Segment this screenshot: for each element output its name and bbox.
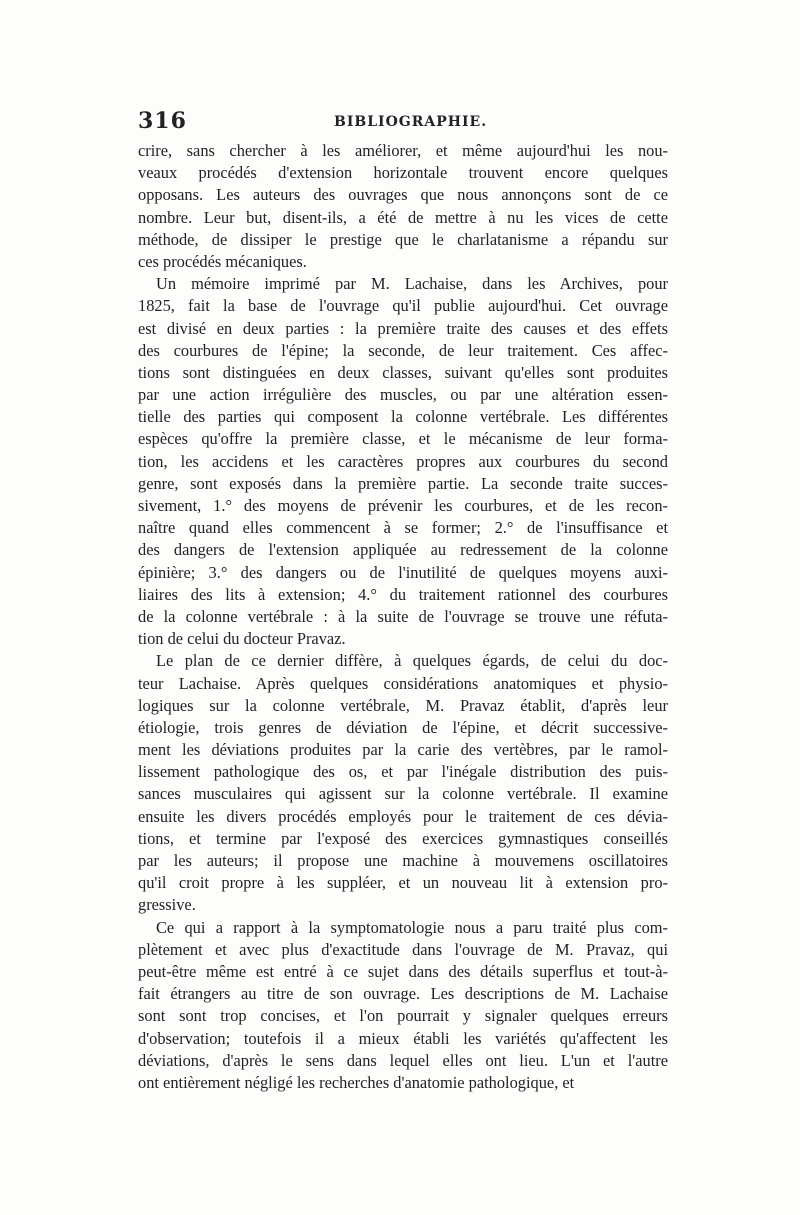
text-line: Un mémoire imprimé par M. Lachaise, dans les Archives, pour bbox=[156, 274, 668, 294]
text-line: sivement, 1.° des moyens de prévenir les courbures, et de les recon- bbox=[138, 496, 668, 515]
text-line: des dangers de l'extension appliquée au redressement de la colonne bbox=[138, 540, 668, 560]
text-line: plètement et avec plus d'exactitude dans l'ouvrage de M. Pravaz, qui bbox=[138, 939, 668, 959]
text-line: tion, les accidens et les caractères propres aux courbures du second bbox=[138, 451, 668, 471]
text-line: crire, sans chercher à les améliorer, et même aujourd'hui les nou- bbox=[138, 141, 668, 160]
text-line: peut-être même est entré à ce sujet dans des détails superflus et tout-à- bbox=[138, 961, 668, 981]
text-line: Le plan de ce dernier diffère, à quelques égards, de celui du doc- bbox=[156, 651, 668, 671]
text-line: 1825, fait la base de l'ouvrage qu'il publie aujourd'hui. Cet ouvrage bbox=[138, 296, 668, 316]
text-line: logiques sur la colonne vertébrale, M. Pravaz établit, d'après leur bbox=[138, 695, 668, 715]
text-line: par les auteurs; il propose une machine à mouvemens oscillatoires bbox=[138, 851, 668, 870]
text-line: étiologie, trois genres de déviation de l'épine, et décrit successive- bbox=[138, 717, 668, 737]
text-line: Ce qui a rapport à la symptomatologie nous a paru traité plus com- bbox=[156, 917, 668, 937]
text-line: genre, sont exposés dans la première partie. La seconde traite succes- bbox=[138, 473, 668, 493]
running-head: BIBLIOGRAPHIE. bbox=[334, 114, 488, 130]
text-line: tielle des parties qui composent la colonne vertébrale. Les différentes bbox=[138, 407, 668, 427]
text-line: fait étrangers au titre de son ouvrage. Les descriptions de M. Lachaise bbox=[138, 984, 668, 1004]
text-line: opposans. Les auteurs des ouvrages que nous annonçons sont de ce bbox=[138, 185, 668, 205]
text-line: tion de celui du docteur Pravaz. bbox=[138, 629, 346, 649]
page-header bbox=[138, 108, 668, 136]
text-line: naître quand elles commencent à se former; 2.° de l'insuffisance et bbox=[138, 518, 668, 538]
text-line: ment les déviations produites par la carie des vertèbres, par le ramol- bbox=[138, 740, 668, 760]
text-line: ont entièrement négligé les recherches d'anatomie pathologique, et bbox=[138, 1072, 575, 1092]
text-line: de la colonne vertébrale : à la suite de l'ouvrage se trouve une réfuta- bbox=[138, 606, 668, 626]
page-number: 316 bbox=[138, 108, 187, 134]
text-line: par une action irrégulière des muscles, ou par une altération essen- bbox=[138, 385, 668, 405]
text-line: d'observation; toutefois il a mieux établi les variétés qu'affectent les bbox=[138, 1028, 668, 1048]
text-line: sances musculaires qui agissent sur la colonne vertébrale. Il examine bbox=[138, 784, 668, 804]
text-line: gressive. bbox=[138, 895, 196, 915]
paragraph bbox=[138, 650, 668, 916]
text-line: espèces qu'offre la première classe, et le mécanisme de leur forma- bbox=[138, 429, 668, 449]
text-line: ensuite les divers procédés employés pour le traitement de ces dévia- bbox=[138, 806, 668, 826]
text-line: ces procédés mécaniques. bbox=[138, 251, 307, 271]
text-line: lissement pathologique des os, et par l'inégale distribution des puis- bbox=[138, 762, 668, 782]
paragraph bbox=[138, 917, 668, 1095]
text-line: teur Lachaise. Après quelques considérations anatomiques et physio- bbox=[138, 673, 668, 693]
text-line: veaux procédés d'extension horizontale trouvent encore quelques bbox=[138, 163, 668, 183]
text-line: déviations, d'après le sens dans lequel elles ont lieu. L'un et l'autre bbox=[138, 1050, 668, 1070]
text-line: des courbures de l'épine; la seconde, de leur traitement. Ces affec- bbox=[138, 340, 668, 360]
text-line: tions sont distinguées en deux classes, suivant qu'elles sont produites bbox=[138, 362, 668, 382]
body-text bbox=[138, 140, 668, 1094]
text-line: tions, et termine par l'exposé des exercices gymnastiques conseillés bbox=[138, 828, 668, 848]
paragraph bbox=[138, 140, 668, 273]
text-line: est divisé en deux parties : la première traite des causes et des effets bbox=[138, 318, 668, 338]
text-line: liaires des lits à extension; 4.° du traitement rationnel des courbures bbox=[138, 584, 668, 604]
paragraph bbox=[138, 273, 668, 650]
text-line: méthode, de dissiper le prestige que le charlatanisme a répandu sur bbox=[138, 229, 668, 249]
text-line: épinière; 3.° des dangers ou de l'inutilité de quelques moyens auxi- bbox=[138, 562, 668, 582]
text-line: nombre. Leur but, disent-ils, a été de mettre à nu les vices de cette bbox=[138, 207, 668, 227]
text-line: qu'il croit propre à les suppléer, et un nouveau lit à extension pro- bbox=[138, 873, 668, 893]
text-line: sont sont trop concises, et l'on pourrait y signaler quelques erreurs bbox=[138, 1006, 668, 1026]
